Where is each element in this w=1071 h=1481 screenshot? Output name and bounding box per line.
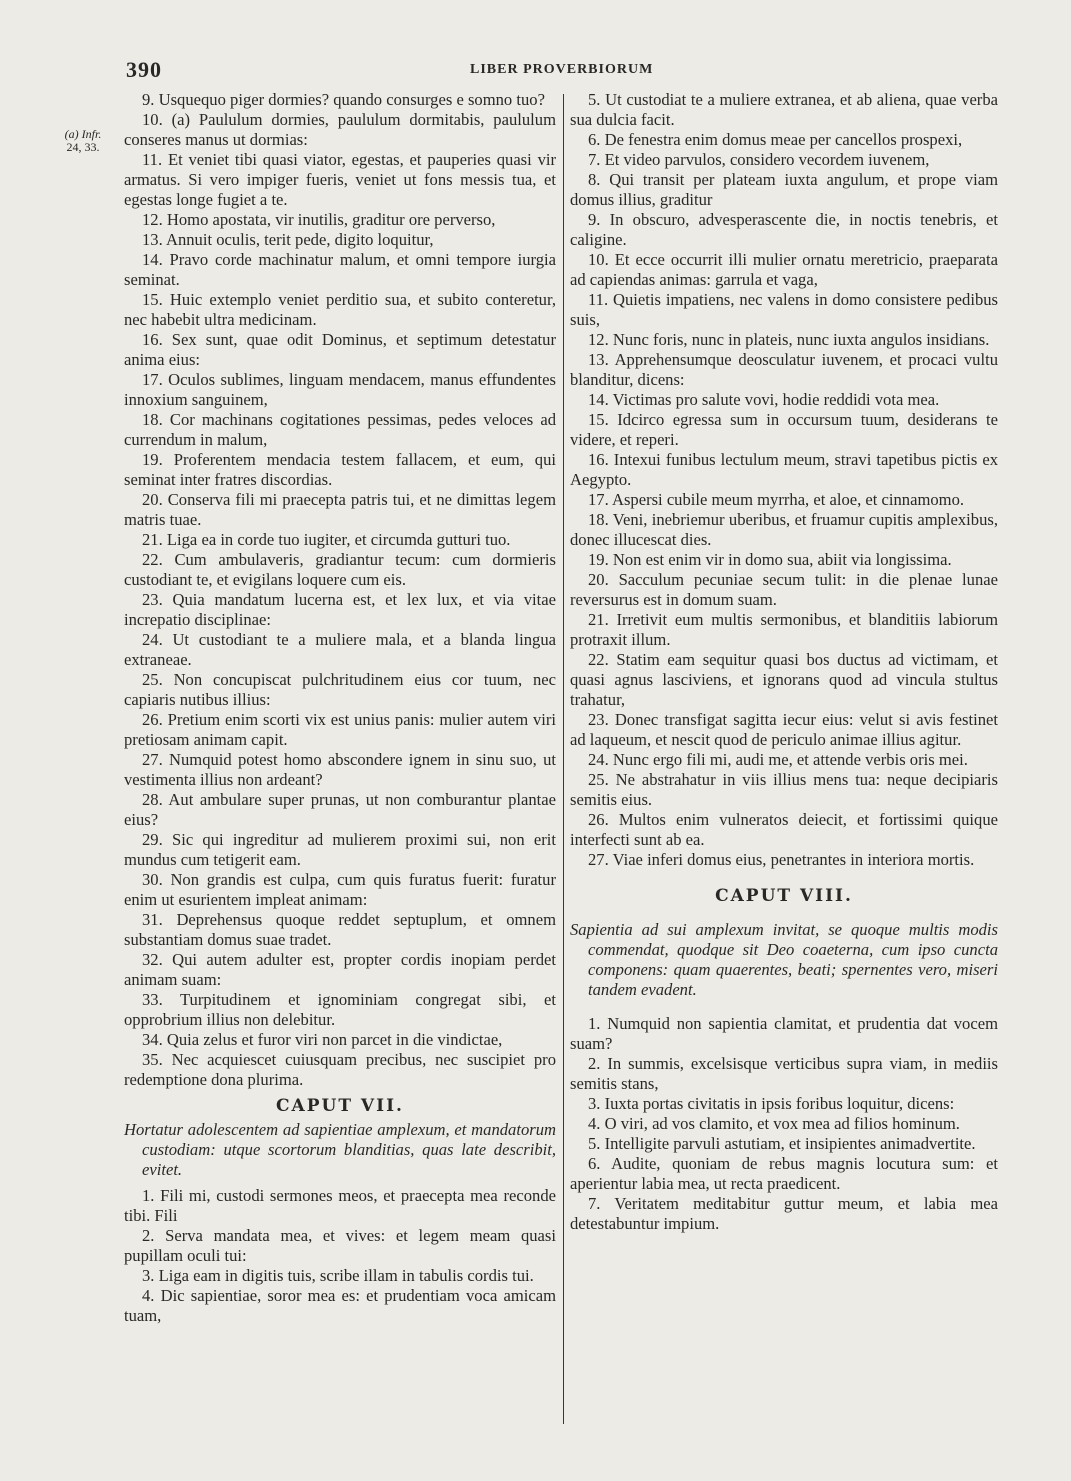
verse: 33. Turpitudinem et ignominiam congregat sibi, et opprobrium illius non delebitur. (124, 990, 556, 1029)
verse: 1. Numquid non sapientia clamitat, et prudentia dat vocem suam? (570, 1014, 998, 1053)
verse: 21. Irretivit eum multis sermonibus, et blanditiis labiorum protraxit illum. (570, 610, 998, 649)
verse: 10. Et ecce occurrit illi mulier ornatu meretricio, praeparata ad capiendas animas: garrula et vaga, (570, 250, 998, 289)
verse: 26. Multos enim vulneratos deiecit, et fortissimi quique interfecti sunt ab ea. (570, 810, 998, 849)
verse: 12. Homo apostata, vir inutilis, graditur ore perverso, (142, 210, 496, 229)
verse: 35. Nec acquiescet cuiusquam precibus, nec suscipiet pro redemptione dona plurima. (124, 1050, 556, 1089)
margin-note-label: (a) Infr. (64, 127, 102, 141)
verse: 6. De fenestra enim domus meae per cancellos prospexi, (588, 130, 963, 149)
verse: 31. Deprehensus quoque reddet septuplum, et omnem substantiam domus suae tradet. (124, 910, 556, 949)
verse: 2. In summis, excelsisque verticibus supra viam, in mediis semitis stans, (570, 1054, 998, 1093)
chapter-summary-8: Sapientia ad sui amplexum invitat, se quoque multis modis commendat, quodque sit Deo coaeterna, cum ipso cuncta componens: quam quaerentes, beati; spernentes vero, miseri tandem evadent. (570, 920, 998, 999)
verse: 27. Viae inferi domus eius, penetrantes in interiora mortis. (588, 850, 975, 869)
verse: 5. Ut custodiat te a muliere extranea, et ab aliena, quae verba sua dulcia facit. (570, 90, 998, 129)
verse: 34. Quia zelus et furor viri non parcet in die vindictae, (142, 1030, 503, 1049)
verse: 23. Quia mandatum lucerna est, et lex lux, et via vitae increpatio disciplinae: (124, 590, 556, 629)
verse: 11. Et veniet tibi quasi viator, egestas, et pauperies quasi vir armatus. Si vero impiger fueris, veniet ut fons messis tua, et egestas longe fugiet a te. (124, 150, 556, 209)
verse: 26. Pretium enim scorti vix est unius panis: mulier autem viri pretiosam animam capit. (124, 710, 556, 749)
verses-chapter-8-start (570, 1014, 998, 1234)
verse: 19. Non est enim vir in domo sua, abiit via longissima. (588, 550, 952, 569)
margin-note-reference: 24, 33. (66, 140, 100, 154)
verse: 13. Annuit oculis, terit pede, digito loquitur, (142, 230, 434, 249)
verse: 30. Non grandis est culpa, cum quis furatus fuerit: furatur enim ut esurientem impleat animam: (124, 870, 556, 909)
running-head: LIBER PROVERBIORUM (470, 62, 654, 77)
right-column (570, 90, 998, 1234)
verse: 14. Victimas pro salute vovi, hodie reddidi vota mea. (588, 390, 940, 409)
chapter-heading-8: CAPUT VIII. (715, 886, 853, 906)
verse: 9. In obscuro, advesperascente die, in noctis tenebris, et caligine. (570, 210, 998, 249)
verse: 13. Apprehensumque deosculatur iuvenem, et procaci vultu blanditur, dicens: (570, 350, 998, 389)
page-number: 390 (126, 57, 162, 82)
verses-chapter-7-start (124, 1186, 556, 1326)
verse: 9. Usquequo piger dormies? quando consurges e somno tuo? (142, 90, 545, 109)
verse: 19. Proferentem mendacia testem fallacem, et eum, qui seminat inter fratres discordias. (124, 450, 556, 489)
verse: 18. Cor machinans cogitationes pessimas, pedes veloces ad currendum in malum, (124, 410, 556, 449)
verse: 12. Nunc foris, nunc in plateis, nunc iuxta angulos insidians. (588, 330, 990, 349)
verse: 3. Liga eam in digitis tuis, scribe illam in tabulis cordis tui. (142, 1266, 534, 1285)
verse: 15. Huic extemplo veniet perditio sua, et subito conteretur, nec habebit ultra medicinam. (124, 290, 556, 329)
verse: 25. Non concupiscat pulchritudinem eius cor tuum, nec capiaris nutibus illius: (124, 670, 556, 709)
verse: 17. Oculos sublimes, linguam mendacem, manus effundentes innoxium sanguinem, (124, 370, 556, 409)
verse: 4. Dic sapientiae, soror mea es: et prudentiam voca amicam tuam, (124, 1286, 556, 1325)
verse: 11. Quietis impatiens, nec valens in domo consistere pedibus suis, (570, 290, 998, 329)
verse: 21. Liga ea in corde tuo iugiter, et circumda gutturi tuo. (142, 530, 511, 549)
verse: 25. Ne abstrahatur in viis illius mens tua: neque decipiaris semitis eius. (570, 770, 998, 809)
verse: 32. Qui autem adulter est, propter cordis inopiam perdet animam suam: (124, 950, 556, 989)
verse: 22. Statim eam sequitur quasi bos ductus ad victimam, et quasi agnus lasciviens, et ignorans quod ad vincula stultus trahatur, (570, 650, 998, 709)
verse: 18. Veni, inebriemur uberibus, et fruamur cupitis amplexibus, donec illucescat dies. (570, 510, 998, 549)
verse: 3. Iuxta portas civitatis in ipsis foribus loquitur, dicens: (588, 1094, 955, 1113)
verse: 14. Pravo corde machinatur malum, et omni tempore iurgia seminat. (124, 250, 556, 289)
left-column (124, 90, 556, 1326)
verse: 16. Sex sunt, quae odit Dominus, et septimum detestatur anima eius: (124, 330, 556, 369)
verse: 7. Et video parvulos, considero vecordem iuvenem, (588, 150, 930, 169)
verse: 4. O viri, ad vos clamito, et vox mea ad filios hominum. (588, 1114, 960, 1133)
verse: 6. Audite, quoniam de rebus magnis locutura sum: et aperientur labia mea, ut recta praedicent. (570, 1154, 998, 1193)
verse: 23. Donec transfigat sagitta iecur eius: velut si avis festinet ad laqueum, et nescit quod de periculo animae illius agitur. (570, 710, 998, 749)
verse: 20. Conserva fili mi praecepta patris tui, et ne dimittas legem matris tuae. (124, 490, 556, 529)
chapter-heading-7: CAPUT VII. (276, 1096, 404, 1116)
verses-chapter-7-end (570, 90, 998, 870)
verse: 10. (a) Paululum dormies, paululum dormitabis, paululum conseres manus ut dormias: (124, 110, 556, 149)
verse: 24. Ut custodiant te a muliere mala, et a blanda lingua extraneae. (124, 630, 556, 669)
column-divider (563, 94, 564, 1424)
verse: 24. Nunc ergo fili mi, audi me, et attende verbis oris mei. (588, 750, 968, 769)
verse: 1. Fili mi, custodi sermones meos, et praecepta mea reconde tibi. Fili (124, 1186, 556, 1225)
chapter-summary-7: Hortatur adolescentem ad sapientiae amplexum, et mandatorum custodiam: utque scortorum blanditias, quas late describit, evitet. (124, 1120, 556, 1179)
verse: 20. Sacculum pecuniae secum tulit: in die plenae lunae reversurus est in domum suam. (570, 570, 998, 609)
verse: 5. Intelligite parvuli astutiam, et insipientes animadvertite. (588, 1134, 976, 1153)
verse: 17. Aspersi cubile meum myrrha, et aloe, et cinnamomo. (588, 490, 965, 509)
verse: 8. Qui transit per plateam iuxta angulum, et prope viam domus illius, graditur (570, 170, 998, 209)
verse: 27. Numquid potest homo abscondere ignem in sinu suo, ut vestimenta illius non ardeant? (124, 750, 556, 789)
verse: 2. Serva mandata mea, et vives: et legem meam quasi pupillam oculi tui: (124, 1226, 556, 1265)
verse: 28. Aut ambulare super prunas, ut non comburantur plantae eius? (124, 790, 556, 829)
margin-note (48, 128, 118, 154)
verse: 7. Veritatem meditabitur guttur meum, et labia mea detestabuntur impium. (570, 1194, 998, 1233)
verse: 22. Cum ambulaveris, gradiantur tecum: cum dormieris custodiant te, et evigilans loquere cum eis. (124, 550, 556, 589)
verse: 29. Sic qui ingreditur ad mulierem proximi sui, non erit mundus cum tetigerit eam. (124, 830, 556, 869)
verse: 15. Idcirco egressa sum in occursum tuum, desiderans te videre, et reperi. (570, 410, 998, 449)
verse: 16. Intexui funibus lectulum meum, stravi tapetibus pictis ex Aegypto. (570, 450, 998, 489)
verses-chapter-6-end (124, 90, 556, 1090)
